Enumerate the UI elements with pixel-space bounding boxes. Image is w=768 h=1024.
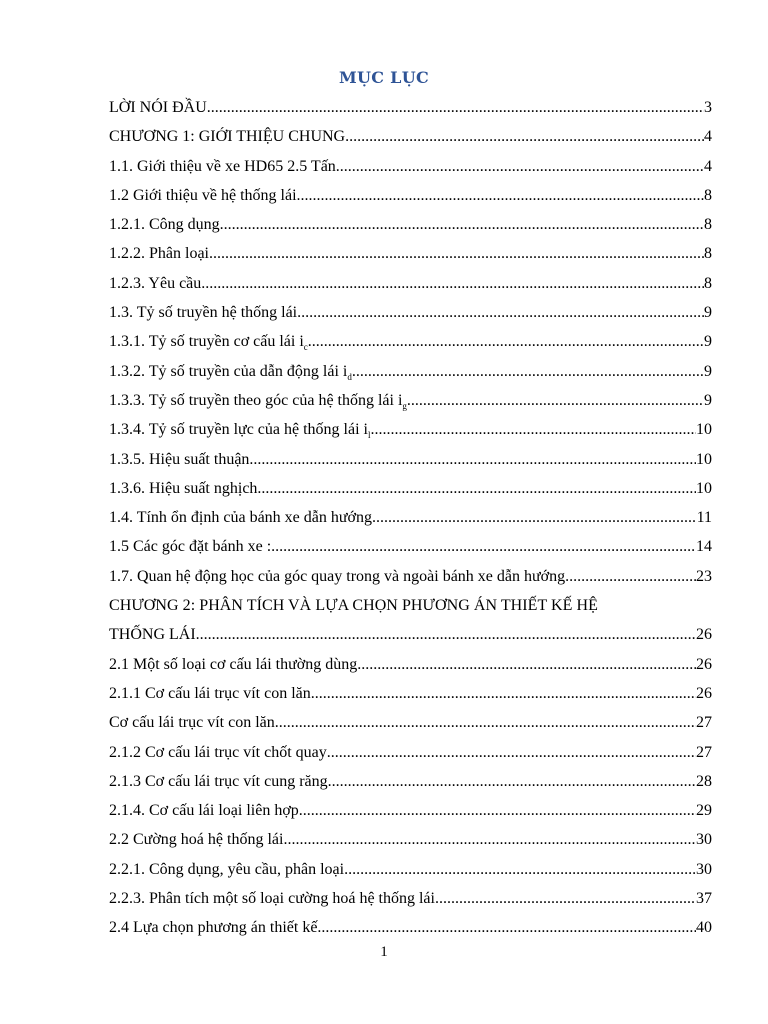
toc-entry-subscript: c [303, 342, 308, 353]
toc-entry-page: 9 [704, 333, 712, 351]
toc-dot-leader [407, 386, 704, 415]
toc-entry-page: 27 [696, 714, 712, 732]
toc-entry-text [109, 357, 352, 386]
toc-entry-text [109, 503, 372, 532]
toc-dot-leader [372, 503, 697, 532]
toc-entry-text [109, 239, 209, 268]
toc-dot-leader [207, 93, 704, 122]
toc-entry [109, 738, 712, 767]
toc-dot-leader [317, 913, 696, 942]
toc-entry-text [109, 708, 275, 737]
toc-dot-leader [297, 298, 704, 327]
toc-entry-text [109, 738, 327, 767]
toc-entry-text [109, 445, 249, 474]
toc-entry-page: 29 [696, 802, 712, 820]
toc-entry-label: THỐNG LÁI [109, 626, 196, 644]
toc-entry [109, 884, 712, 913]
toc-entry-label: 1.3.1. Tỷ số truyền cơ cấu lái i [109, 333, 304, 351]
toc-entry-label: 2.1.1 Cơ cấu lái trục vít con lăn [109, 684, 311, 702]
toc-entry [109, 152, 712, 181]
toc-dot-leader [311, 679, 696, 708]
toc-entry-label: 1.2 Giới thiệu về hệ thống lái [109, 186, 297, 204]
toc-entry-text [109, 474, 257, 503]
toc-entry-page: 37 [696, 890, 712, 908]
toc-entry-subscript: g [402, 401, 407, 412]
toc-entry-text [109, 386, 407, 415]
toc-entry-label: 1.3.4. Tỷ số truyền lực của hệ thống lái i [109, 421, 368, 439]
toc-entry-text [109, 122, 345, 151]
toc-entry-label: 1.3.5. Hiệu suất thuận [109, 450, 250, 468]
toc-entry [109, 93, 712, 122]
toc-entry [109, 708, 712, 737]
toc-entry [109, 562, 712, 591]
toc-entry-page: 8 [704, 274, 712, 292]
toc-entry-text [109, 884, 435, 913]
toc-entry-label: 2.2.3. Phân tích một số loại cường hoá hệ thống lái [109, 890, 435, 908]
toc-entry-text [109, 620, 196, 649]
toc-entry-page: 8 [704, 245, 712, 263]
toc-entry-label: 1.3.2. Tỷ số truyền của dẫn động lái i [109, 362, 348, 380]
toc-entry [109, 357, 712, 386]
toc-dot-leader [345, 122, 704, 151]
toc-entry-text [109, 415, 371, 444]
toc-entry-text [109, 562, 565, 591]
toc-entry-label: 1.3. Tỷ số truyền hệ thống lái [109, 304, 298, 322]
toc-entry [109, 796, 712, 825]
toc-dot-leader [371, 415, 696, 444]
toc-entry-label: 2.2 Cường hoá hệ thống lái [109, 831, 284, 849]
toc-entry [109, 298, 712, 327]
toc-entry-page: 14 [696, 538, 712, 556]
toc-entry-label: 1.3.6. Hiệu suất nghịch [109, 479, 258, 497]
toc-entry-page: 28 [696, 772, 712, 790]
toc-entry [109, 327, 712, 356]
toc-entry-label: 1.2.3. Yêu cầu [109, 274, 202, 292]
toc-entry-page: 40 [696, 919, 712, 937]
toc-entry-page: 26 [696, 626, 712, 644]
toc-entry-label: 2.1 Một số loại cơ cấu lái thường dùng [109, 655, 358, 673]
toc-entry [109, 122, 712, 151]
toc-entry-text [109, 210, 220, 239]
toc-entry-page: 10 [696, 421, 712, 439]
toc-entry-text [109, 327, 308, 356]
toc-entry [109, 767, 712, 796]
toc-entry-page: 8 [704, 186, 712, 204]
toc-entry-text [109, 767, 328, 796]
toc-entry-page: 10 [696, 479, 712, 497]
toc-entry-label: CHƯƠNG 1: GIỚI THIỆU CHUNG [109, 128, 346, 146]
toc-dot-leader [357, 650, 696, 679]
toc-title: MỤC LỤC [338, 68, 429, 87]
toc-entry-page: 9 [704, 362, 712, 380]
toc-entry [109, 386, 712, 415]
toc-entry-text [109, 855, 344, 884]
toc-dot-leader [327, 738, 696, 767]
toc-dot-leader [209, 239, 704, 268]
toc-entry [109, 855, 712, 884]
toc-entry-label: 1.7. Quan hệ động học của góc quay trong và ngoài bánh xe dẫn hướng [109, 567, 566, 585]
toc-entry [109, 239, 712, 268]
toc-entry-text [109, 269, 201, 298]
toc-dot-leader [283, 825, 696, 854]
toc-dot-leader [257, 474, 696, 503]
toc-entry [109, 591, 712, 620]
toc-dot-leader [297, 181, 704, 210]
toc-entry-subscript: d [347, 371, 352, 382]
toc-entry-text [109, 679, 311, 708]
toc-entry-label: 1.1. Giới thiệu về xe HD65 2.5 Tấn [109, 157, 336, 175]
toc-entry [109, 210, 712, 239]
toc-dot-leader [196, 620, 696, 649]
toc-dot-leader [201, 269, 704, 298]
toc-dot-leader [271, 532, 696, 561]
toc-entry-page: 23 [696, 567, 712, 585]
toc-entry-label: 2.1.4. Cơ cấu lái loại liên hợp [109, 802, 299, 820]
toc-entry-label: Cơ cấu lái trục vít con lăn [109, 714, 275, 732]
toc-entry-label: LỜI NÓI ĐẦU [109, 99, 207, 116]
page-number: 1 [380, 944, 388, 960]
toc-entry [109, 269, 712, 298]
toc-entry-text [109, 591, 598, 620]
toc-list [109, 93, 712, 943]
toc-dot-leader [308, 327, 704, 356]
toc-dot-leader [344, 855, 696, 884]
toc-entry-label: 1.4. Tính ổn định của bánh xe dẫn hướng [109, 509, 373, 527]
toc-entry-page: 4 [704, 157, 712, 175]
toc-entry [109, 620, 712, 649]
toc-entry [109, 181, 712, 210]
toc-dot-leader [249, 445, 696, 474]
toc-entry [109, 679, 712, 708]
toc-entry-page: 27 [696, 743, 712, 761]
toc-entry [109, 650, 712, 679]
toc-entry-label: 1.5 Các góc đặt bánh xe : [109, 538, 272, 556]
toc-dot-leader [336, 152, 704, 181]
toc-entry [109, 445, 712, 474]
toc-entry [109, 532, 712, 561]
toc-entry [109, 415, 712, 444]
toc-entry-page: 30 [696, 831, 712, 849]
toc-entry-label: 2.1.2 Cơ cấu lái trục vít chốt quay [109, 743, 327, 761]
toc-entry-page: 9 [704, 391, 712, 409]
toc-dot-leader [275, 708, 696, 737]
toc-entry-label: CHƯƠNG 2: PHÂN TÍCH VÀ LỰA CHỌN PHƯƠNG ÁN THIẾT KẾ HỆ [109, 597, 598, 615]
toc-dot-leader [328, 767, 696, 796]
toc-entry-label: 1.2.2. Phân loại [109, 245, 209, 263]
toc-entry-text [109, 532, 271, 561]
toc-entry-text [109, 796, 299, 825]
toc-entry-page: 26 [696, 655, 712, 673]
toc-entry-label: 1.3.3. Tỷ số truyền theo góc của hệ thống lái i [109, 391, 403, 409]
toc-entry-page: 30 [696, 860, 712, 878]
toc-entry-text [109, 152, 336, 181]
toc-dot-leader [220, 210, 704, 239]
toc-entry-page: 9 [704, 304, 712, 322]
toc-entry-subscript: l [368, 430, 371, 441]
toc-entry-text [109, 825, 283, 854]
toc-entry-text [109, 650, 357, 679]
toc-dot-leader [565, 562, 696, 591]
toc-entry [109, 825, 712, 854]
toc-entry-label: 2.4 Lựa chọn phương án thiết kế [109, 919, 318, 937]
toc-entry-text [109, 913, 317, 942]
toc-entry-label: 1.2.1. Công dụng [109, 216, 220, 234]
toc-entry-page: 4 [704, 128, 712, 146]
toc-dot-leader [352, 357, 704, 386]
toc-entry-label: 2.2.1. Công dụng, yêu cầu, phân loại [109, 860, 345, 878]
toc-entry-label: 2.1.3 Cơ cấu lái trục vít cung răng [109, 772, 328, 790]
toc-dot-leader [435, 884, 696, 913]
toc-dot-leader [299, 796, 696, 825]
toc-entry [109, 474, 712, 503]
toc-entry-text [109, 298, 297, 327]
toc-entry-page: 11 [696, 509, 712, 527]
toc-entry-text [109, 181, 297, 210]
toc-entry-page: 10 [696, 450, 712, 468]
toc-entry-page: 3 [704, 99, 712, 116]
toc-entry-text [109, 93, 207, 122]
toc-entry-page: 8 [704, 216, 712, 234]
toc-entry [109, 503, 712, 532]
toc-entry-page: 26 [696, 684, 712, 702]
toc-entry [109, 913, 712, 942]
